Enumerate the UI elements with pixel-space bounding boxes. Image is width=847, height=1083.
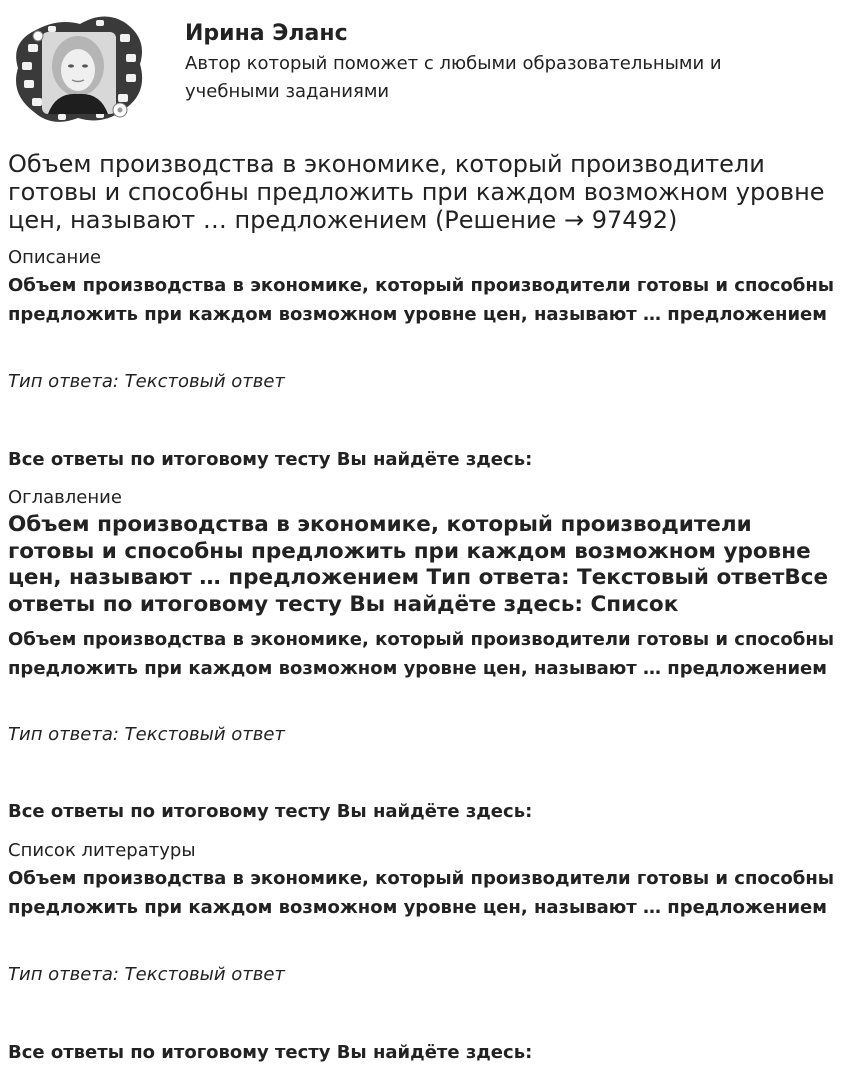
author-description: Автор который поможет с любыми образовательными и учебными заданиями <box>185 53 722 102</box>
author-avatar[interactable] <box>8 8 150 128</box>
references-label: Список литературы <box>8 840 196 861</box>
toc-all-answers: Все ответы по итоговому тесту Вы найдёте здесь: <box>8 801 533 822</box>
references-answer-type: Тип ответа: Текстовый ответ <box>8 964 285 985</box>
author-name[interactable]: Ирина Эланс <box>185 21 348 46</box>
description-all-answers: Все ответы по итоговому тесту Вы найдёте здесь: <box>8 449 533 470</box>
references-question: Объем производства в экономике, который производители готовы и способны предложить при каждом возможном уровне цен, называют … предложением <box>8 868 835 918</box>
toc-heading: Объем производства в экономике, который производители готовы и способны предложить при каждом возможном уровне цен, называют … предложением Тип ответа: Текстовый ответВсе ответы по итоговому тесту Вы найдёте здесь: Список <box>8 512 829 617</box>
description-label: Описание <box>8 247 102 268</box>
toc-label: Оглавление <box>8 487 122 508</box>
description-question: Объем производства в экономике, который производители готовы и способны предложить при каждом возможном уровне цен, называют … предложением <box>8 275 835 325</box>
references-all-answers: Все ответы по итоговому тесту Вы найдёте здесь: <box>8 1042 533 1063</box>
toc-question: Объем производства в экономике, который производители готовы и способны предложить при каждом возможном уровне цен, называют … предложением <box>8 629 835 679</box>
author-card <box>8 8 838 128</box>
page-title: Объем производства в экономике, который производители готовы и способны предложить при каждом возможном уровне цен, называют … предложением (Решение → 97492) <box>8 150 825 234</box>
toc-answer-type: Тип ответа: Текстовый ответ <box>8 724 285 745</box>
description-answer-type: Тип ответа: Текстовый ответ <box>8 371 285 392</box>
